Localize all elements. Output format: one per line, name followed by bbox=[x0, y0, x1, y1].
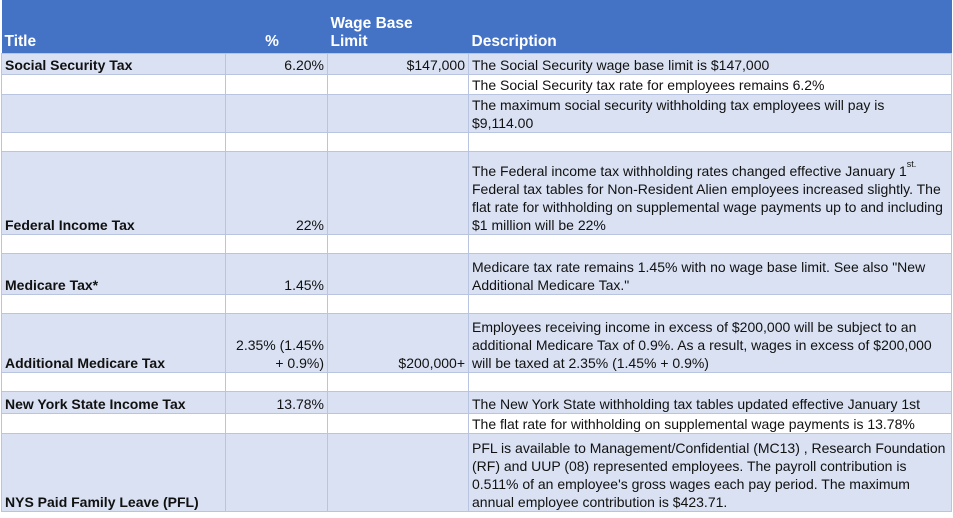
table-row bbox=[2, 434, 952, 512]
header-wage-base-line1: Wage Base bbox=[330, 15, 413, 32]
row-title: Federal Income Tax bbox=[2, 152, 226, 235]
row-title: NYS Paid Family Leave (PFL) bbox=[2, 434, 226, 512]
table-row bbox=[2, 414, 952, 434]
table-row bbox=[2, 314, 952, 373]
table-row bbox=[2, 392, 952, 414]
desc-text: The Federal income tax withholding rates changed effective January 1 bbox=[472, 163, 907, 179]
header-wage-base bbox=[328, 0, 469, 54]
row-pct: 2.35% (1.45% + 0.9%) bbox=[226, 314, 328, 373]
row-pct: 22% bbox=[226, 152, 328, 235]
spacer-row bbox=[2, 235, 952, 254]
row-description: The Social Security tax rate for employees remains 6.2% bbox=[469, 75, 952, 95]
row-wage-base: $147,000 bbox=[328, 54, 469, 75]
spacer-row bbox=[2, 295, 952, 314]
table-row bbox=[2, 75, 952, 95]
header-title: Title bbox=[2, 0, 226, 54]
row-title: Medicare Tax* bbox=[2, 254, 226, 295]
desc-superscript: st. bbox=[906, 159, 917, 170]
row-title: Additional Medicare Tax bbox=[2, 314, 226, 373]
row-description: Medicare tax rate remains 1.45% with no wage base limit. See also "New Additional Medicare Tax." bbox=[469, 254, 952, 295]
row-description: The New York State withholding tax tables updated effective January 1st bbox=[469, 392, 952, 414]
row-description bbox=[469, 152, 952, 235]
table-row bbox=[2, 54, 952, 75]
row-title: New York State Income Tax bbox=[2, 392, 226, 414]
table-row bbox=[2, 95, 952, 133]
header-wage-base-line2: Limit bbox=[330, 33, 368, 50]
header-pct: % bbox=[226, 0, 328, 54]
row-description: The Social Security wage base limit is $147,000 bbox=[469, 54, 952, 75]
row-description: Employees receiving income in excess of $200,000 will be subject to an additional Medicare Tax of 0.9%. As a result, wages in excess of $200,000 will be taxed at 2.35% (1.45% + 0.9%) bbox=[469, 314, 952, 373]
table-row bbox=[2, 254, 952, 295]
row-pct: 1.45% bbox=[226, 254, 328, 295]
row-wage-base: $200,000+ bbox=[328, 314, 469, 373]
row-pct: 6.20% bbox=[226, 54, 328, 75]
header-row bbox=[2, 0, 952, 54]
spacer-row bbox=[2, 133, 952, 152]
row-title: Social Security Tax bbox=[2, 54, 226, 75]
header-description: Description bbox=[469, 0, 952, 54]
row-description: The maximum social security withholding tax employees will pay is $9,114.00 bbox=[469, 95, 952, 133]
tax-table bbox=[1, 0, 952, 512]
spacer-row bbox=[2, 373, 952, 392]
row-pct: 13.78% bbox=[226, 392, 328, 414]
row-description: PFL is available to Management/Confidential (MC13) , Research Foundation (RF) and UUP (08) represented employees. The payroll contribution is 0.511% of an employee's gross wages each pay period. The maximum annual employee contribution is $423.71. bbox=[469, 434, 952, 512]
desc-text: Federal tax tables for Non-Resident Alien employees increased slightly. The flat rate for withholding on supplemental wage payments up to and including $1 million will be 22% bbox=[472, 181, 943, 233]
row-description: The flat rate for withholding on supplemental wage payments is 13.78% bbox=[469, 414, 952, 434]
table-row bbox=[2, 152, 952, 235]
